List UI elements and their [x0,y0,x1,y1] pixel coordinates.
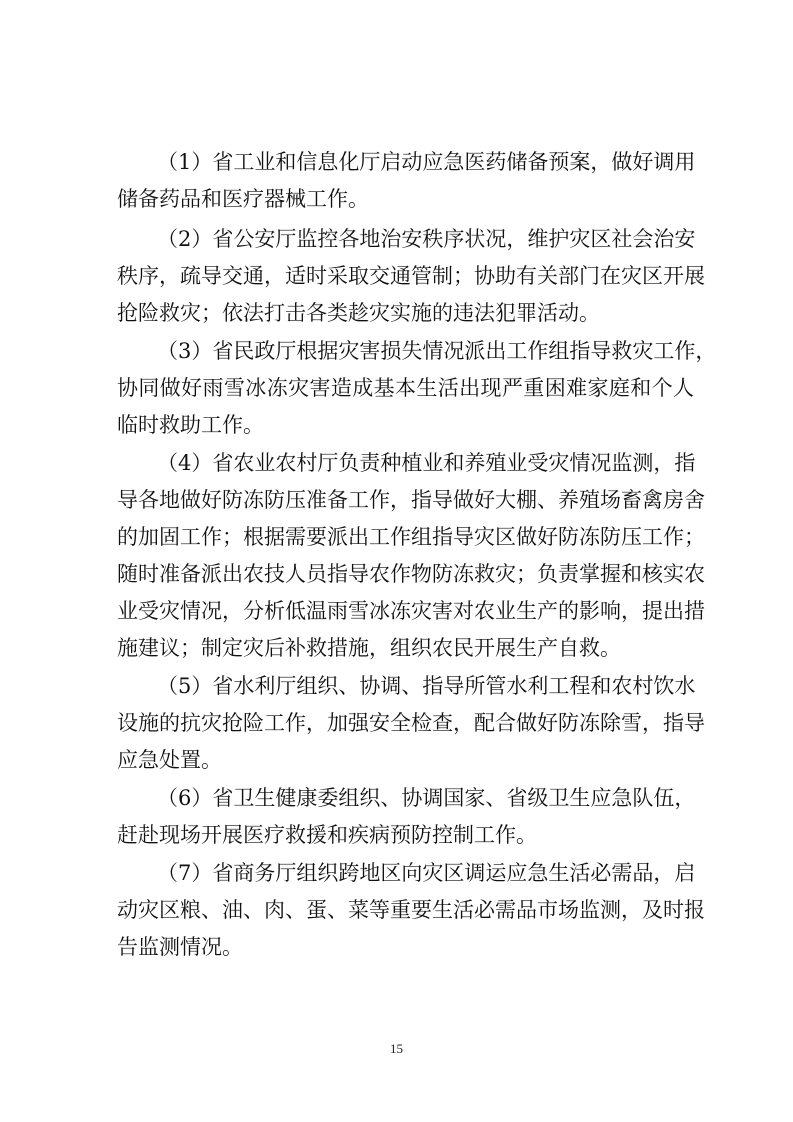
paragraph-text: 协同做好雨雪冰冻灾害造成基本生活出现严重困难家庭和个人 [117,376,694,400]
paragraph-text: 应急处置。 [117,748,222,772]
paragraph-7-line-2 [0,892,793,929]
paragraph-1-line-2 [0,181,793,218]
paragraph-text: 储备药品和医疗器械工作。 [117,187,369,211]
paragraph-7-line-3 [0,929,793,966]
paragraph-4-line-6 [0,630,793,667]
paragraph-1-line-1 [0,144,793,181]
paragraph-text: 动灾区粮、油、肉、蛋、菜等重要生活必需品市场监测，及时报 [117,898,705,922]
paragraph-2-line-3 [0,295,793,332]
paragraph-text: （2）省公安厅监控各地治安秩序状况，维护灾区社会治安 [157,227,696,251]
paragraph-5-line-3 [0,742,793,779]
paragraph-text: （3）省民政厅根据灾害损失情况派出工作组指导救灾工作， [157,339,717,363]
paragraph-5-line-2 [0,705,793,742]
paragraph-text: 临时救助工作。 [117,413,264,437]
paragraph-5-line-1 [0,668,793,705]
page-number: 15 [390,1041,403,1056]
paragraph-6-line-1 [0,780,793,817]
paragraph-3-line-3 [0,407,793,444]
paragraph-4-line-3 [0,519,793,556]
paragraph-text: （7）省商务厅组织跨地区向灾区调运应急生活必需品，启 [157,861,696,885]
paragraph-text: 赶赴现场开展医疗救援和疾病预防控制工作。 [117,823,537,847]
paragraph-4-line-5 [0,593,793,630]
paragraph-text: 设施的抗灾抢险工作，加强安全检查，配合做好防冻除雪，指导 [117,711,705,735]
paragraph-text: 随时准备派出农技人员指导农作物防冻救灾；负责掌握和核实农 [117,562,705,586]
paragraph-text: 秩序，疏导交通，适时采取交通管制；协助有关部门在灾区开展 [117,264,705,288]
paragraph-3-line-2 [0,370,793,407]
paragraph-text: （4）省农业农村厅负责种植业和养殖业受灾情况监测，指 [157,451,696,475]
paragraph-4-line-1 [0,445,793,482]
paragraph-text: 的加固工作；根据需要派出工作组指导灾区做好防冻防压工作； [117,525,705,549]
paragraph-text: 施建议；制定灾后补救措施，组织农民开展生产自救。 [117,636,621,660]
paragraph-4-line-2 [0,482,793,519]
paragraph-7-line-1 [0,855,793,892]
paragraph-text: （6）省卫生健康委组织、协调国家、省级卫生应急队伍， [157,786,696,810]
paragraph-4-line-4 [0,556,793,593]
paragraph-2-line-1 [0,221,793,258]
paragraph-2-line-2 [0,258,793,295]
paragraph-3-line-1 [0,333,793,370]
paragraph-text: （1）省工业和信息化厅启动应急医药储备预案，做好调用 [157,150,696,174]
paragraph-text: 抢险救灾；依法打击各类趁灾实施的违法犯罪活动。 [117,301,600,325]
paragraph-text: 导各地做好防冻防压准备工作，指导做好大棚、养殖场畜禽房舍 [117,488,705,512]
paragraph-text: 告监测情况。 [117,935,243,959]
paragraph-6-line-2 [0,817,793,854]
paragraph-text: （5）省水利厅组织、协调、指导所管水利工程和农村饮水 [157,674,696,698]
paragraph-text: 业受灾情况，分析低温雨雪冰冻灾害对农业生产的影响，提出措 [117,599,705,623]
